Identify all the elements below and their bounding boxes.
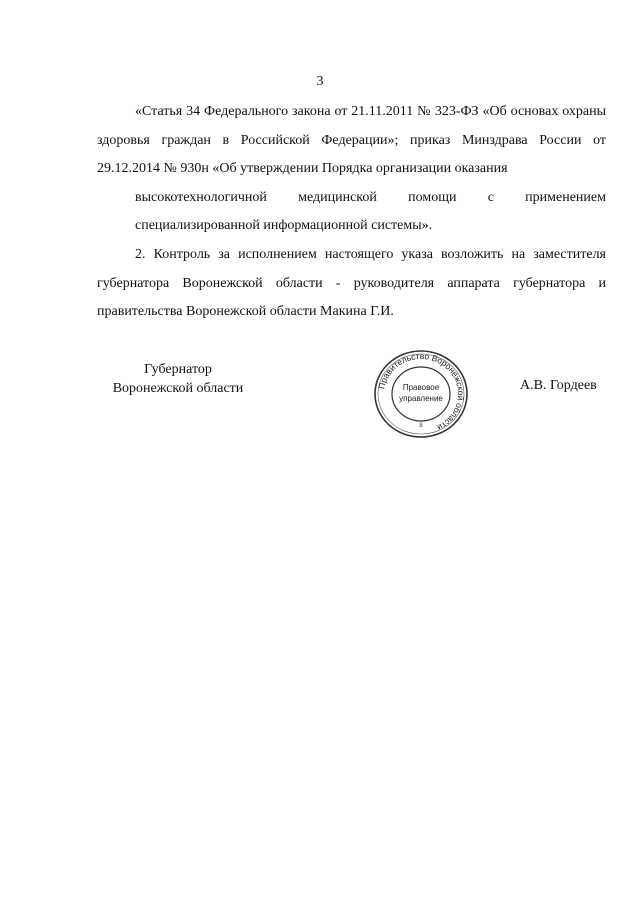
- paragraph-2: [97, 241, 606, 327]
- document-body: [97, 98, 606, 327]
- signatory-title-line-1: Губернатор: [144, 362, 212, 377]
- paragraph-2-line-1: 2. Контроль за исполнением настоящего указа возложить на заместителя: [135, 246, 606, 262]
- signatory-name: А.В. Гордеев: [520, 378, 597, 393]
- paragraph-1-line-2: охраны здоровья граждан в Российской Федерации»; приказ Минздрава России: [97, 104, 607, 148]
- paragraph-1-line-1: «Статья 34 Федерального закона от 21.11.2011 № 323-ФЗ «Об основах: [135, 104, 559, 119]
- stamp-inner-line-2: управление: [399, 394, 443, 403]
- signatory-title: [97, 360, 259, 398]
- paragraph-1-line-4: высокотехнологичной медицинской помощи с применением: [135, 189, 606, 205]
- stamp-bottom-mark: 8: [419, 423, 423, 429]
- paragraph-1: [97, 98, 606, 241]
- page-number: 3: [316, 74, 324, 89]
- paragraph-2-line-2: губернатора Воронежской области - руководителя аппарата губернатора и: [97, 275, 606, 291]
- stamp-inner-text: [397, 382, 445, 404]
- paragraph-1-line-3: от 29.12.2014 № 930н «Об утверждении Порядка организации оказания: [97, 132, 607, 177]
- stamp-ring-text: Правительство Воронежской области: [376, 350, 467, 433]
- paragraph-2-line-3: правительства Воронежской области Макина Г.И.: [97, 304, 394, 320]
- stamp-inner-line-1: Правовое: [402, 383, 440, 392]
- paragraph-1-line-5: специализированной информационной системы».: [135, 218, 433, 234]
- signatory-title-line-2: Воронежской области: [112, 381, 244, 396]
